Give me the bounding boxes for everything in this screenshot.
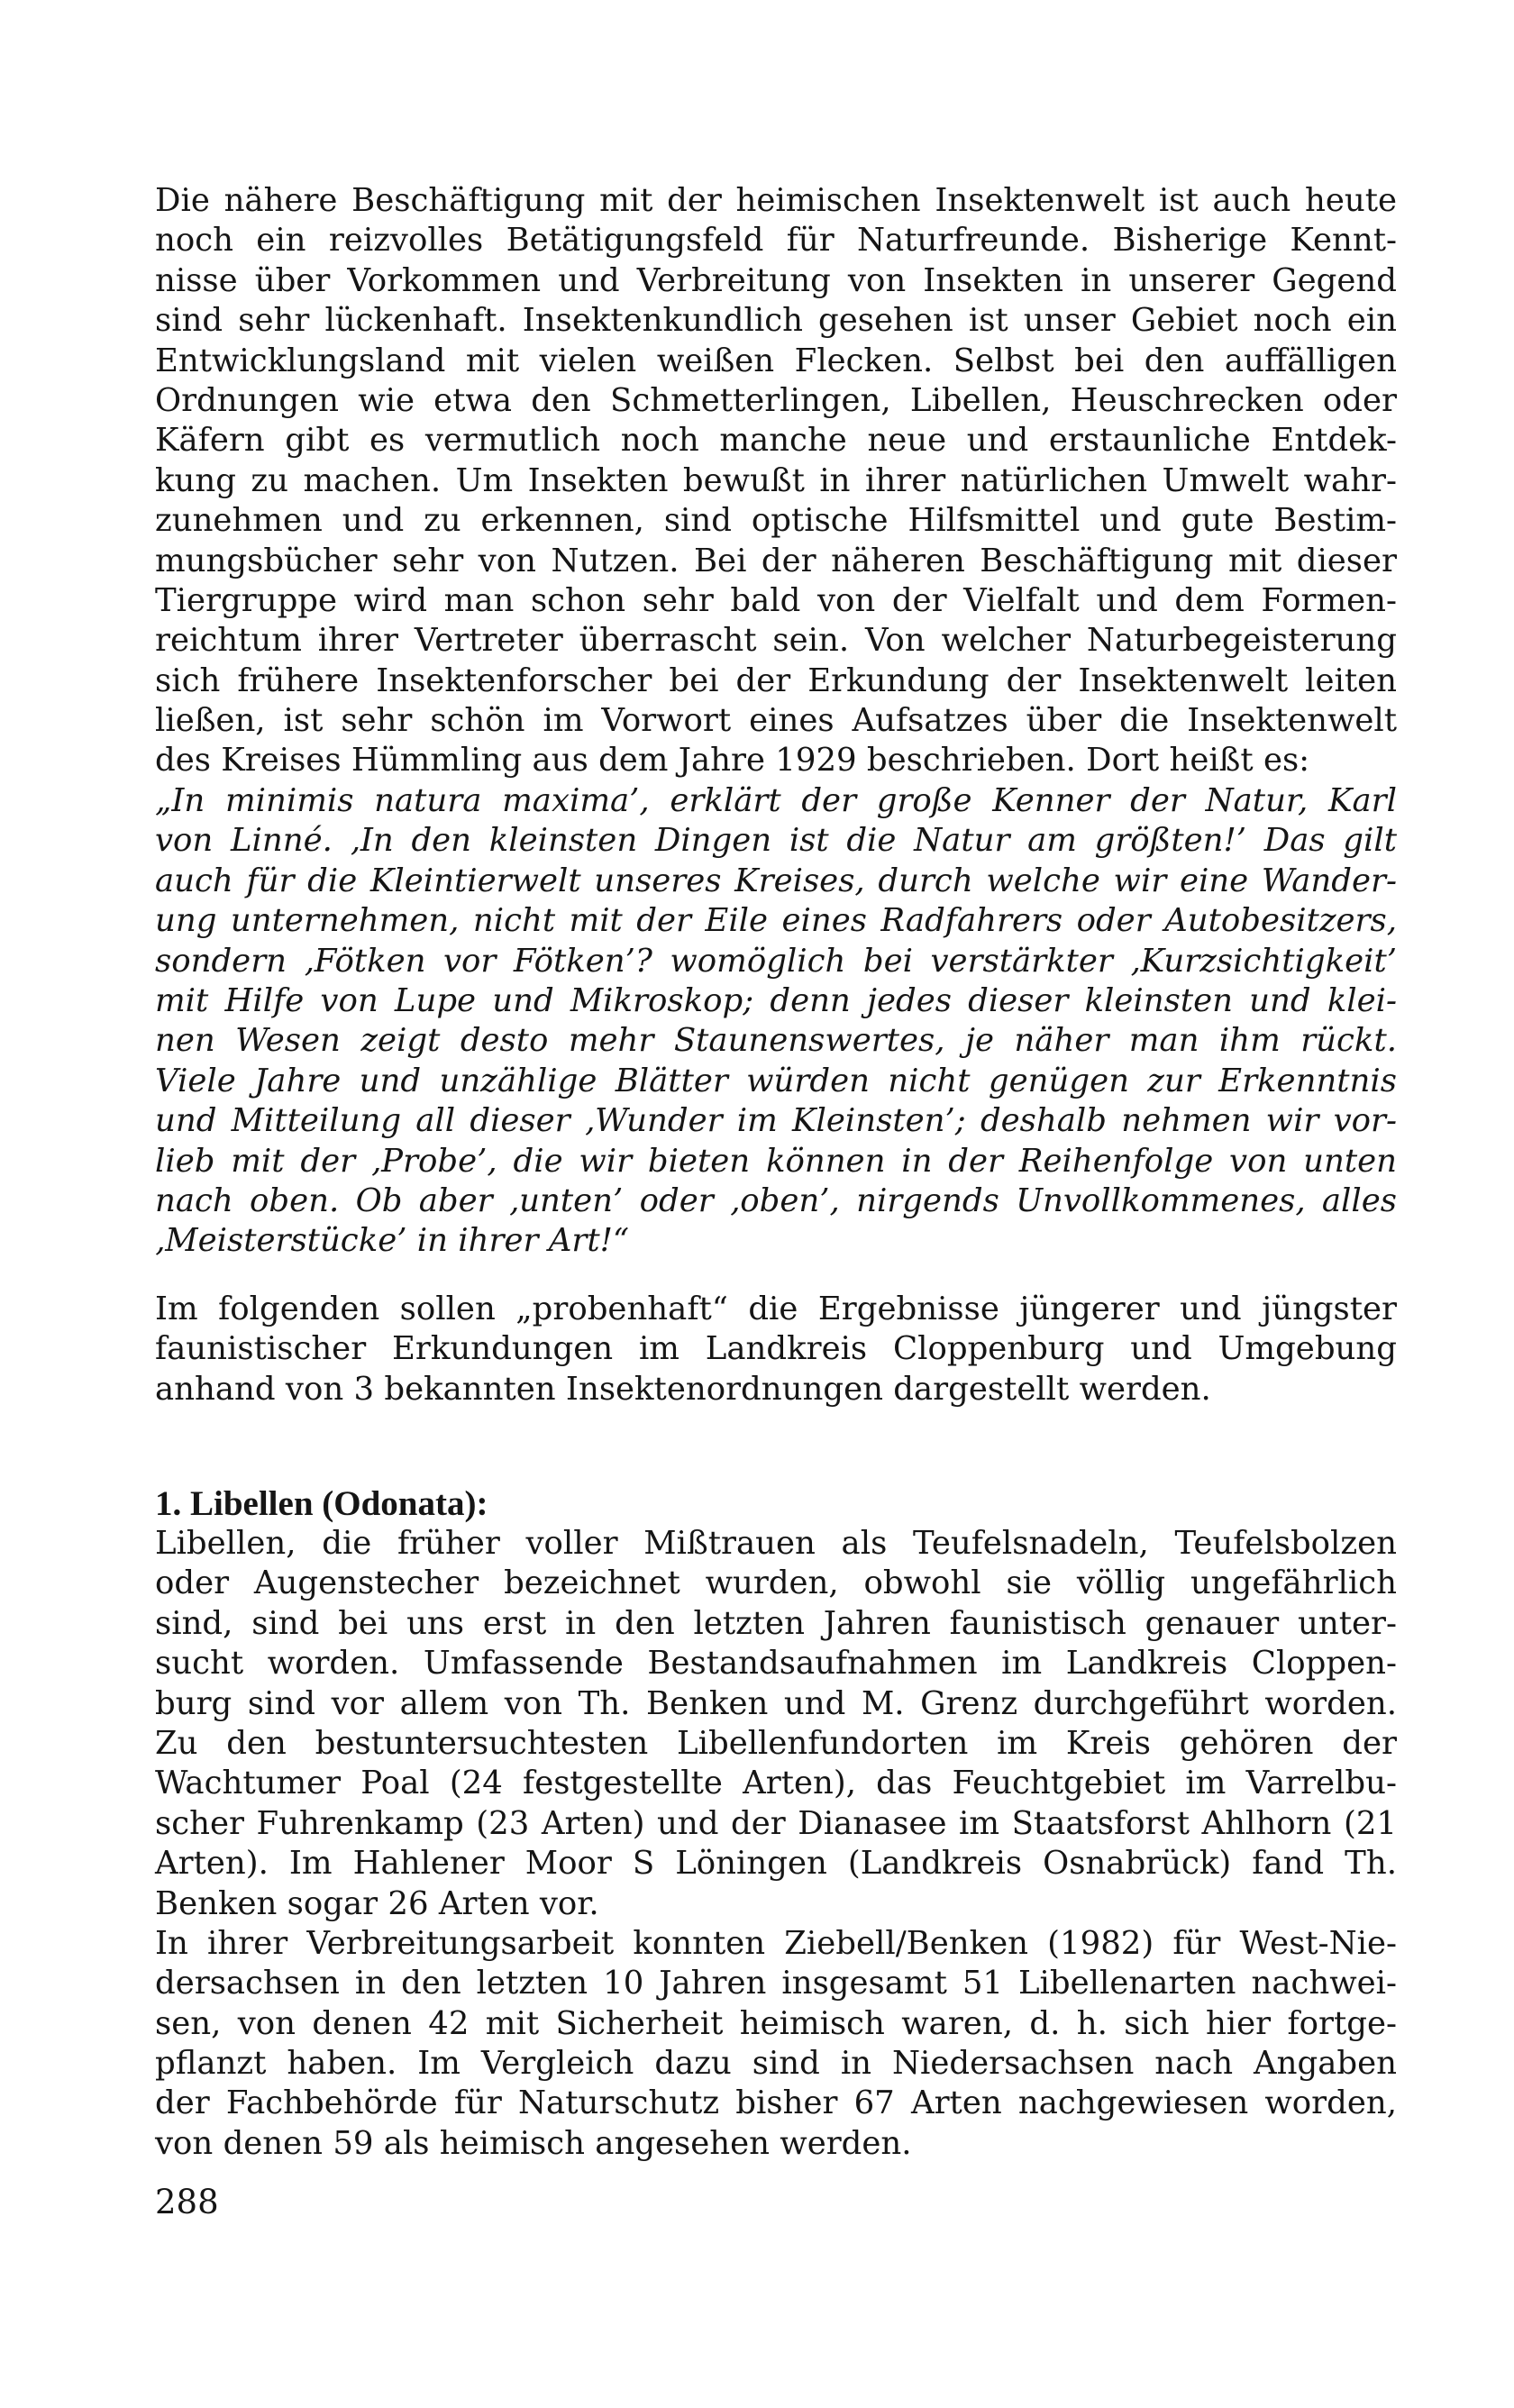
text-line: anhand von 3 bekannten Insektenordnungen dargestellt werden. (155, 1370, 1211, 1408)
text-line: kung zu machen. Um Insekten bewußt in ihrer natürlichen Umwelt wahr- (155, 461, 1397, 499)
text-line: Im folgenden sollen „probenhaft“ die Ergebnisse jüngerer und jüngster (155, 1291, 1397, 1327)
text-line: oder Augenstecher bezeichnet wurden, obwohl sie völlig ungefährlich (155, 1564, 1397, 1602)
text-line: Ordnungen wie etwa den Schmetterlingen, Libellen, Heuschrecken oder (155, 381, 1397, 419)
text-line: noch ein reizvolles Betätigungsfeld für Naturfreunde. Bisherige Kennt- (155, 222, 1397, 260)
section-libellen (155, 1484, 1397, 2164)
text-line: pflanzt haben. Im Vergleich dazu sind in Niedersachsen nach Angaben (155, 2045, 1397, 2083)
quote-line: auch für die Kleintierwelt unseres Kreises, durch welche wir eine Wander- (155, 862, 1397, 899)
text-line: burg sind vor allem von Th. Benken und M. Grenz durchgeführt worden. (155, 1684, 1397, 1722)
text-line: In ihrer Verbreitungsarbeit konnten Ziebell/Benken (1982) für West-Nie- (155, 1924, 1397, 1962)
text-line: Arten). Im Hahlener Moor S Löningen (Landkreis Osnabrück) fand Th. (155, 1845, 1397, 1883)
text-line: sind, sind bei uns erst in den letzten Jahren faunistisch genauer unter- (155, 1604, 1397, 1642)
text-line: sucht worden. Umfassende Bestandsaufnahmen im Landkreis Cloppen- (155, 1645, 1397, 1683)
text-line: sich frühere Insektenforscher bei der Erkundung der Insektenwelt leiten (155, 661, 1397, 699)
quote-line: sondern ‚Fötken vor Fötken’? womöglich bei verstärkter ‚Kurzsichtigkeit’ (155, 942, 1397, 980)
text-line: faunistischer Erkundungen im Landkreis Cloppenburg und Umgebung (155, 1330, 1397, 1368)
quote-line: mit Hilfe von Lupe und Mikroskop; denn jedes dieser kleinsten und klei- (155, 981, 1397, 1019)
quote-line: Viele Jahre und unzählige Blätter würden nicht genügen zur Erkenntnis (155, 1062, 1397, 1099)
followup-paragraph (155, 1290, 1397, 1409)
quote-line: ‚Meisterstücke’ in ihrer Art!“ (155, 1222, 630, 1260)
text-line: Benken sogar 26 Arten vor. (155, 1884, 599, 1922)
text-line: Zu den bestuntersuchtesten Libellenfundorten im Kreis gehören der (155, 1724, 1397, 1762)
text-line: Entwicklungsland mit vielen weißen Flecken. Selbst bei den auffälligen (155, 342, 1397, 379)
text-line: des Kreises Hümmling aus dem Jahre 1929 beschrieben. Dort heißt es: (155, 742, 1310, 780)
quote-paragraph (155, 781, 1397, 1262)
text-line: der Fachbehörde für Naturschutz bisher 67 Arten nachgewiesen worden, (155, 2084, 1397, 2122)
text-line: sind sehr lückenhaft. Insektenkundlich gesehen ist unser Gebiet noch ein (155, 302, 1397, 340)
page-number: 288 (155, 2183, 219, 2221)
text-line: zunehmen und zu erkennen, sind optische Hilfsmittel und gute Bestim- (155, 502, 1397, 540)
text-line: ließen, ist sehr schön im Vorwort eines Aufsatzes über die Insektenwelt (155, 702, 1397, 740)
text-line: Wachtumer Poal (24 festgestellte Arten), das Feuchtgebiet im Varrelbu- (155, 1765, 1397, 1802)
text-line: Käfern gibt es vermutlich noch manche neue und erstaunliche Entdek- (155, 422, 1397, 460)
text-line: Libellen, die früher voller Mißtrauen als Teufelsnadeln, Teufelsbolzen (155, 1525, 1397, 1562)
text-line: dersachsen in den letzten 10 Jahren insgesamt 51 Libellenarten nachwei- (155, 1965, 1397, 2002)
intro-paragraph (155, 181, 1397, 781)
quote-line: ung unternehmen, nicht mit der Eile eines Radfahrers oder Autobesitzers, (155, 902, 1397, 940)
text-line: von denen 59 als heimisch angesehen werden. (155, 2124, 912, 2162)
quote-line: von Linné. ‚In den kleinsten Dingen ist die Natur am größten!’ Das gilt (155, 822, 1397, 860)
text-line: nisse über Vorkommen und Verbreitung von Insekten in unserer Gegend (155, 261, 1397, 299)
text-line: Tiergruppe wird man schon sehr bald von der Vielfalt und dem Formen- (155, 581, 1397, 619)
quote-line: nach oben. Ob aber ‚unten’ oder ‚oben’, nirgends Unvollkommenes, alles (155, 1181, 1397, 1219)
quote-line: „In minimis natura maxima’, erklärt der große Kenner der Natur, Karl (155, 782, 1397, 819)
quote-line: und Mitteilung all dieser ‚Wunder im Kleinsten’; deshalb nehmen wir vor- (155, 1102, 1397, 1140)
section-heading: 1. Libellen (Odonata): (155, 1484, 488, 1523)
text-line: scher Fuhrenkamp (23 Arten) und der Dianasee im Staatsforst Ahlhorn (21 (155, 1804, 1397, 1842)
text-line: Die nähere Beschäftigung mit der heimischen Insektenwelt ist auch heute (155, 182, 1397, 219)
text-line: reichtum ihrer Vertreter überrascht sein. Von welcher Naturbegeisterung (155, 622, 1397, 660)
text-line: sen, von denen 42 mit Sicherheit heimisch waren, d. h. sich hier fortge- (155, 2004, 1397, 2042)
quote-line: nen Wesen zeigt desto mehr Staunenswertes, je näher man ihm rückt. (155, 1022, 1397, 1060)
quote-line: lieb mit der ‚Probe’, die wir bieten können in der Reihenfolge von unten (155, 1142, 1397, 1180)
text-line: mungsbücher sehr von Nutzen. Bei der näheren Beschäftigung mit dieser (155, 542, 1397, 579)
